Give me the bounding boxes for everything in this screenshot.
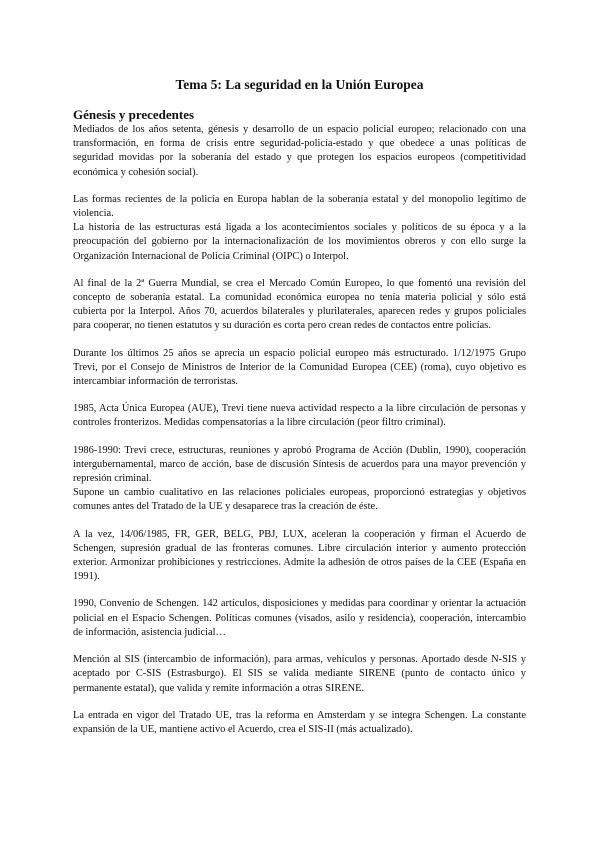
paragraph-postwar: Al final de la 2ª Guerra Mundial, se crea el Mercado Común Europeo, lo que fomentó una revisión del concepto de soberanía estatal. La comunidad económica europea no tenía materia policial y sólo está cubierta por la Interpol. Años 70, acuerdos bilaterales y plurilaterales, aparecen redes y grupos policiales para cooperar, no tienen estatutos y su duración es corta pero crean redes de contactos entre policías. (73, 277, 526, 332)
paragraph-sis: Mención al SIS (intercambio de información), para armas, vehículos y personas. Aportado desde N-SIS y aceptado por C-SIS (Estrasburgo). El SIS se valida mediante SIRENE (punto de contacto único y permanente estatal), que valida y remite información a otras SIRENE. (73, 654, 526, 694)
paragraph-history-structures: La historia de las estructuras está ligada a los acontecimientos sociales y políticos de su época y a la preocupación del gobierno por la internacionalización de los movimientos obreros y con ello surge la Organización Internacional de Policía Criminal (OIPC) o Interpol. (73, 222, 526, 262)
paragraph-trevi-1986-1990: 1986-1990: Trevi crece, estructuras, reuniones y aprobó Programa de Acción (Dublin, 1990), cooperación intergubernamental, marco de acción, base de discusión Síntesis de acuerdos para una mayor prevención y represión criminal. (73, 444, 526, 485)
paragraph-schengen-agreement: A la vez, 14/06/1985, FR, GER, BELG, PBJ, LUX, aceleran la cooperación y firman el Acuerdo de Schengen, supresión gradual de las fronteras comunes. Libre circulación interior y aumento protección exterior. Armonizar prohibiciones y restricciones. Admite la adhesión de otros países de la CEE (España en 1991). (73, 528, 526, 583)
paragraph-aue-1985: 1985, Acta Única Europea (AUE), Trevi tiene nueva actividad respecto a la libre circulación de personas y controles fronterizos. Medidas compensatorias a la libre circulación (peor filtro criminal). (73, 403, 526, 429)
paragraph-trevi-group: Durante los últimos 25 años se aprecia un espacio policial europeo más estructurado. 1/12/1975 Grupo Trevi, por el Consejo de Ministros de Interior de la Comunidad Europea (CEE) (roma), cuyo objetivo es intercambiar información de terroristas. (73, 347, 526, 388)
paragraph-qualitative-change: Supone un cambio cualitativo en las relaciones policiales europeas, proporcionó estrategias y objetivos comunes antes del Tratado de la UE y desaparece tras la creación de éste. (73, 487, 526, 513)
paragraph-treaty-eu: La entrada en vigor del Tratado UE, tras la reforma en Amsterdam y se integra Schengen. La constante expansión de la UE, mantiene activo el Acuerdo, crea el SIS-II (más actualizado). (73, 709, 526, 735)
document-title: Tema 5: La seguridad en la Unión Europea (175, 77, 424, 92)
paragraph-forms-of-police: Las formas recientes de la policía en Europa hablan de la soberanía estatal y del monopolio legítimo de violencia. (73, 193, 526, 220)
section-heading: Génesis y precedentes (73, 107, 195, 122)
paragraph-schengen-convention: 1990, Convenio de Schengen. 142 artículos, disposiciones y medidas para coordinar y orientar la actuación policial en el Espacio Schengen. Políticas comunes (visados, asilo y residencia), cooperación, intercambio de información, asistencia judicial… (73, 598, 526, 638)
paragraph-genesis: Mediados de los años setenta, génesis y desarrollo de un espacio policial europeo; relacionado con una transformación, en forma de crisis entre seguridad-policía-estado y que obedece a unas políticas de seguridad movidas por la soberanía del estado y que protegen los espacios europeos (competitividad económica y cohesión social). (73, 124, 526, 178)
